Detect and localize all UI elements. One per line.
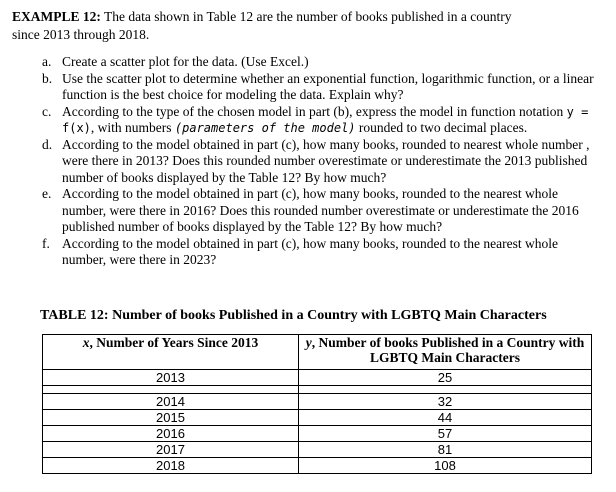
- table-header-row: [43, 335, 592, 370]
- data-table: [42, 334, 592, 474]
- example-text-line2: since 2013 through 2018.: [12, 27, 150, 42]
- question-part-e: [42, 186, 602, 236]
- books-cell: 32: [299, 394, 592, 410]
- year-cell: 2018: [43, 458, 299, 474]
- table-row: [43, 394, 592, 410]
- part-text: Create a scatter plot for the data. (Use Excel.): [62, 54, 309, 69]
- part-letter: c.: [42, 103, 52, 119]
- column-header-x: [43, 335, 299, 370]
- table-spacer-row: [43, 386, 592, 394]
- question-part-d: [42, 137, 602, 187]
- year-cell: 2015: [43, 410, 299, 426]
- books-cell: 81: [299, 442, 592, 458]
- part-text-mid: , with numbers: [90, 120, 175, 135]
- table-title: TABLE 12: Number of books Published in a Country with LGBTQ Main Characters: [40, 308, 547, 323]
- part-text: According to the model obtained in part (c), how many books, rounded to nearest whole number , were there in 2013? Does this rounded number overestimate or underestimate the 2013 published number of books displayed by the Table 12? By how much?: [62, 136, 590, 185]
- question-part-c: [42, 104, 602, 137]
- part-text: Use the scatter plot to determine whether an exponential function, logarithmic function, or a linear function is the best choice for modeling the data. Explain why?: [62, 70, 594, 102]
- table-row: [43, 426, 592, 442]
- column-header-x-text: , Number of Years Since 2013: [89, 335, 259, 350]
- table-row: [43, 370, 592, 386]
- column-header-y: [299, 335, 592, 370]
- books-cell: 44: [299, 410, 592, 426]
- question-part-b: [42, 71, 602, 104]
- part-letter: f.: [42, 235, 50, 251]
- x-variable: x: [82, 335, 90, 350]
- part-text-after: rounded to two decimal places.: [355, 120, 528, 135]
- books-cell: 25: [299, 370, 592, 386]
- part-text: According to the model obtained in part (c), how many books, rounded to the nearest whole number, were there in 2023?: [62, 235, 558, 267]
- column-header-y-text: , Number of books Published in a Country with LGBTQ Main Characters: [311, 335, 585, 365]
- year-cell: 2013: [43, 370, 299, 386]
- year-cell: 2017: [43, 442, 299, 458]
- y-variable: y: [305, 335, 312, 350]
- spacer-cell: [43, 386, 299, 394]
- question-part-a: [42, 54, 602, 71]
- year-cell: 2014: [43, 394, 299, 410]
- part-text-before: According to the type of the chosen model in part (b), express the model in function notation: [62, 103, 567, 119]
- example-statement: [12, 8, 602, 44]
- table-row: [43, 442, 592, 458]
- model-parameters: (parameters of the model): [174, 121, 356, 135]
- year-cell: 2016: [43, 426, 299, 442]
- example-label: EXAMPLE 12:: [12, 9, 101, 24]
- example-text-line1: The data shown in Table 12 are the number of books published in a country: [100, 9, 512, 24]
- books-cell: 108: [299, 458, 592, 474]
- question-parts-list: [42, 54, 602, 269]
- part-letter: b.: [42, 70, 53, 86]
- spacer-cell: [299, 386, 592, 394]
- table-row: [43, 410, 592, 426]
- part-letter: a.: [42, 54, 52, 69]
- function-notation: y = f(x): [62, 104, 589, 135]
- table-row: [43, 458, 592, 474]
- question-part-f: [42, 236, 602, 269]
- books-cell: 57: [299, 426, 592, 442]
- part-letter: d.: [42, 136, 53, 152]
- part-text: According to the model obtained in part (c), how many books, rounded to the nearest whole number, were there in 2016? Does this rounded number overestimate or underestimate the 2016 published number of books displayed by the Table 12? By how much?: [62, 186, 579, 234]
- part-letter: e.: [42, 186, 52, 201]
